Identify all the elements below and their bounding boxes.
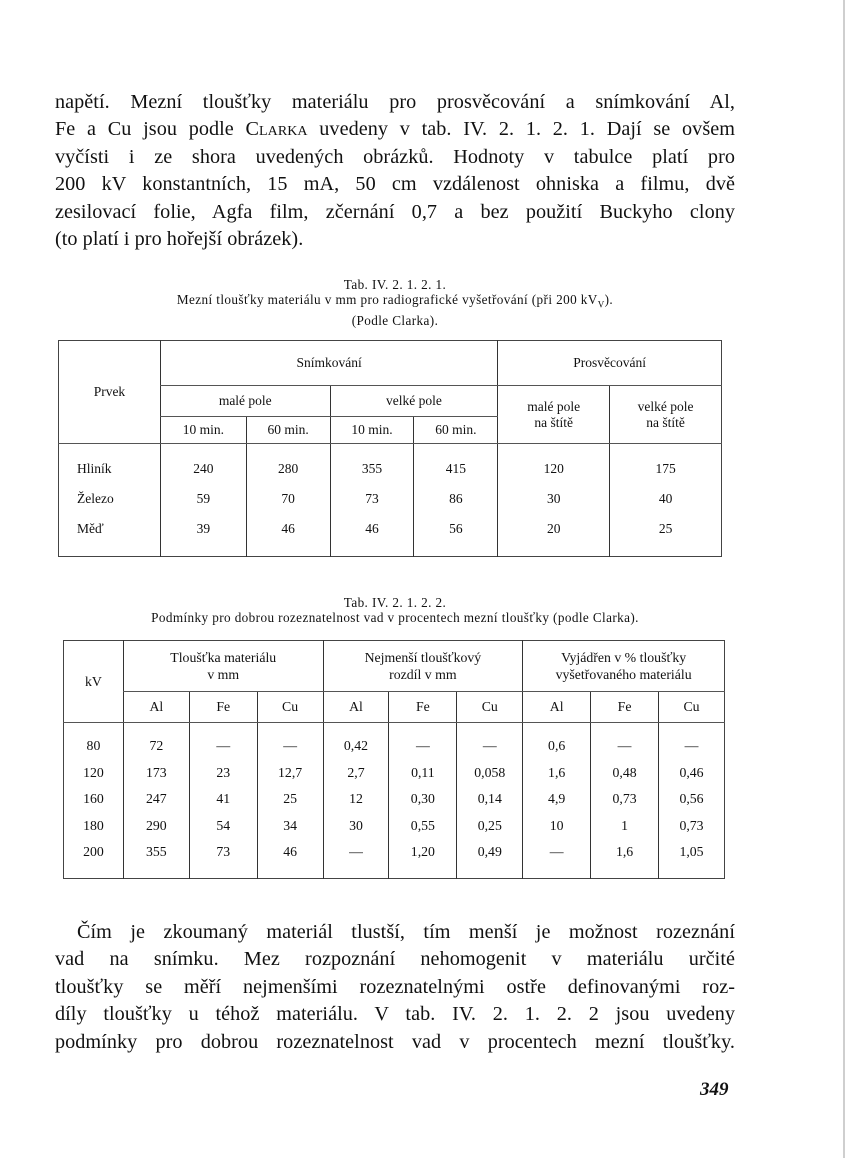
text-line: (to platí i pro hořejší obrázek). xyxy=(55,228,304,251)
text-line: vyčísti i ze shora uvedených obrázků. Hodnoty v tabulce platí pro xyxy=(55,145,735,168)
text-line: napětí. Mezní tloušťky materiálu pro prosvěcování a snímkování Al, xyxy=(55,91,735,113)
header-cu: Cu xyxy=(659,692,725,723)
header-imaging: Snímkování xyxy=(160,341,497,386)
table-row: Měď 39 46 46 56 20 25 xyxy=(59,514,722,557)
header-al: Al xyxy=(323,692,389,723)
text-line: vad na snímku. Mez rozpoznání nehomogenit v materiálu určité xyxy=(55,948,735,971)
table1-subtitle: (Podle Clarka). xyxy=(351,312,439,328)
table-row: 80 72 — — 0,42 — — 0,6 — — xyxy=(64,723,725,760)
header-fluoroscopy: Prosvěcování xyxy=(498,341,722,386)
header-cu: Cu xyxy=(257,692,323,723)
header-element: Prvek xyxy=(59,341,161,444)
table-row: 180 290 54 34 30 0,55 0,25 10 1 0,73 xyxy=(64,813,725,840)
table2-caption xyxy=(55,595,735,625)
table1-label: Tab. IV. 2. 1. 2. 1. xyxy=(343,277,447,292)
header-fe: Fe xyxy=(389,692,457,723)
header-thickness: Tloušťka materiálu v mm xyxy=(123,641,323,692)
page-number: 349 xyxy=(700,1079,729,1100)
table-row: Železo 59 70 73 86 30 40 xyxy=(59,484,722,514)
header-kv: kV xyxy=(64,641,124,723)
table2 xyxy=(63,640,725,879)
table-row: 120 173 23 12,7 2,7 0,11 0,058 1,6 0,48 0,46 xyxy=(64,760,725,787)
author-name-smallcaps: Clarka xyxy=(245,118,308,141)
header-large-field-screen: velké pole na štítě xyxy=(610,386,722,444)
header-large-60min: 60 min. xyxy=(414,417,498,444)
text-line: podmínky pro dobrou rozeznatelnost vad v procentech mezní tloušťky. xyxy=(55,1030,735,1053)
table1-title: Mezní tloušťky materiálu v mm pro radiografické vyšetřování (při 200 $kV_V$). xyxy=(176,292,614,310)
table2-title: Podmínky pro dobrou rozeznatelnost vad v procentech mezní tloušťky (podle Clarka). xyxy=(151,610,639,625)
header-large-10min: 10 min. xyxy=(330,417,414,444)
header-fe: Fe xyxy=(591,692,659,723)
table1 xyxy=(58,340,722,557)
text-line: 200 kV konstantních, 15 mA, 50 cm vzdálenost ohniska a filmu, dvě xyxy=(55,173,735,196)
page-edge xyxy=(843,0,845,1158)
text-line: tloušťky se měří nejmenšími rozeznatelnými ostře definovanými roz- xyxy=(55,975,735,998)
table-row: Hliník 240 280 355 415 120 175 xyxy=(59,444,722,485)
header-small-field-screen: malé pole na štítě xyxy=(498,386,610,444)
table-row: 160 247 41 25 12 0,30 0,14 4,9 0,73 0,56 xyxy=(64,786,725,813)
table-row: 200 355 73 46 — 1,20 0,49 — 1,6 1,05 xyxy=(64,839,725,878)
header-al: Al xyxy=(123,692,189,723)
header-percent: Vyjádřen v % tloušťky vyšetřovaného materiálu xyxy=(523,641,725,692)
text-line: zesilovací folie, Agfa film, zčernání 0,7 a bez použití Buckyho clony xyxy=(55,200,735,223)
text-line: díly tloušťky u téhož materiálu. V tab. IV. 2. 1. 2. 2 jsou uvedeny xyxy=(55,1003,735,1026)
header-small-60min: 60 min. xyxy=(246,417,330,444)
text-line: Čím je zkoumaný materiál tlustší, tím menší je možnost rozeznání xyxy=(77,921,735,943)
header-cu: Cu xyxy=(457,692,523,723)
table2-label: Tab. IV. 2. 1. 2. 2. xyxy=(343,595,447,610)
paragraph-top xyxy=(55,89,735,253)
header-min-difference: Nejmenší tloušťkový rozdíl v mm xyxy=(323,641,523,692)
paragraph-bottom xyxy=(55,919,735,1056)
table1-caption xyxy=(55,277,735,328)
header-fe: Fe xyxy=(189,692,257,723)
header-small-10min: 10 min. xyxy=(160,417,246,444)
text-line: Fe a Cu jsou podle Clarka uvedeny v tab. IV. 2. 1. 2. 1. Dají se ovšem xyxy=(55,118,735,141)
header-al: Al xyxy=(523,692,591,723)
header-large-field: velké pole xyxy=(330,386,498,417)
header-small-field: malé pole xyxy=(160,386,330,417)
